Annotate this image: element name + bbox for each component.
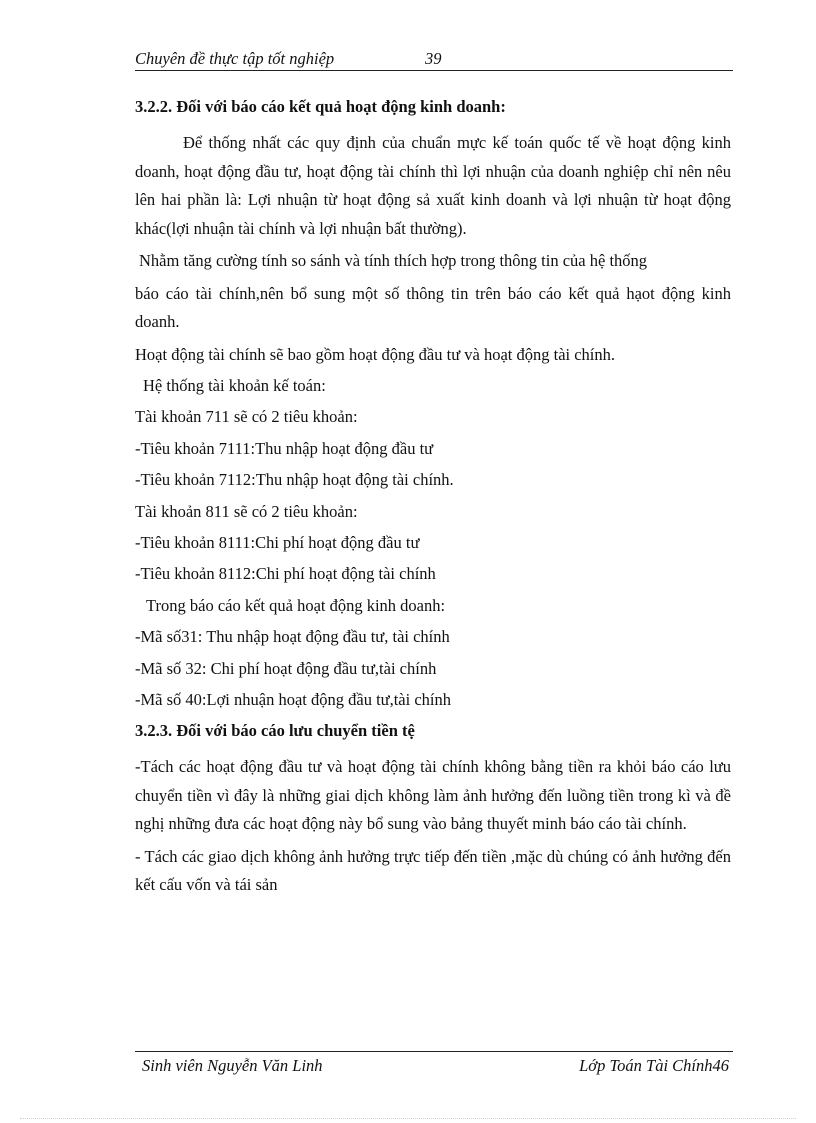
class-name: Lớp Toán Tài Chính46 <box>579 1056 729 1075</box>
list-item: -Tiêu khoản 7111:Thu nhập hoạt động đầu tư <box>135 438 434 458</box>
list-item: -Mã số31: Thu nhập hoạt động đầu tư, tài chính <box>135 627 450 647</box>
paragraph: -Tách các hoạt động đầu tư và hoạt động tài chính không bằng tiền ra khỏi báo cáo lưu chuyển tiền vì đây là những giai dịch không làm ảnh hưởng đến luồng tiền trong kì và đề nghị những đưa các hoạt động này bổ sung vào bảng thuyết minh báo cáo tài chính. <box>135 757 731 834</box>
list-item: -Tiêu khoản 7112:Thu nhập hoạt động tài chính. <box>135 470 454 490</box>
list-item: -Tiêu khoản 8111:Chi phí hoạt động đầu tư <box>135 532 420 552</box>
text-line: Tài khoản 711 sẽ có 2 tiêu khoản: <box>135 407 358 427</box>
text-line: Tài khoản 811 sẽ có 2 tiêu khoản: <box>135 501 358 521</box>
text-line: Hệ thống tài khoản kế toán: <box>143 375 326 395</box>
student-name: Sinh viên Nguyễn Văn Linh <box>142 1056 323 1075</box>
page-footer <box>135 1051 733 1075</box>
page-number: 39 <box>425 49 442 68</box>
page-bottom-divider <box>20 1118 796 1119</box>
list-item: -Mã số 32: Chi phí hoạt động đầu tư,tài chính <box>135 658 437 678</box>
section-heading-3-2-3: 3.2.3. Đối với báo cáo lưu chuyển tiền tệ <box>135 721 415 741</box>
text-line: Hoạt động tài chính sẽ bao gồm hoạt động đầu tư và hoạt động tài chính. <box>135 344 616 364</box>
text-line: Trong báo cáo kết quả hoạt động kinh doanh: <box>146 595 446 615</box>
list-item: -Tiêu khoản 8112:Chi phí hoạt động tài chính <box>135 564 436 584</box>
section-heading-3-2-2: 3.2.2. Đối với báo cáo kết quả hoạt động kinh doanh: <box>135 97 506 116</box>
list-item: -Mã số 40:Lợi nhuận hoạt động đầu tư,tài chính <box>135 689 451 709</box>
paragraph: Để thống nhất các quy định của chuẩn mực kế toán quốc tế về hoạt động kinh doanh, hoạt động đầu tư, hoạt động tài chính thì lợi nhuận của doanh nghiệp chỉ nên nêu lên hai phần là: Lợi nhuận từ hoạt động sả xuất kinh doanh và lợi nhuận từ hoạt động khác(lợi nhuận tài chính và lợi nhuận bất thường). <box>135 133 731 238</box>
paragraph: báo cáo tài chính,nên bổ sung một số thông tin trên báo cáo kết quả hạot động kinh doanh. <box>135 283 731 331</box>
document-title: Chuyên đề thực tập tốt nghiệp <box>135 49 335 68</box>
page-header <box>135 48 733 71</box>
page-content <box>135 93 731 900</box>
paragraph: - Tách các giao dịch không ảnh hưởng trực tiếp đến tiền ,mặc dù chúng có ảnh hưởng đến kết cấu vốn và tái sản <box>135 846 731 895</box>
paragraph: Nhằm tăng cường tính so sánh và tính thích hợp trong thông tin của hệ thống <box>139 251 648 270</box>
